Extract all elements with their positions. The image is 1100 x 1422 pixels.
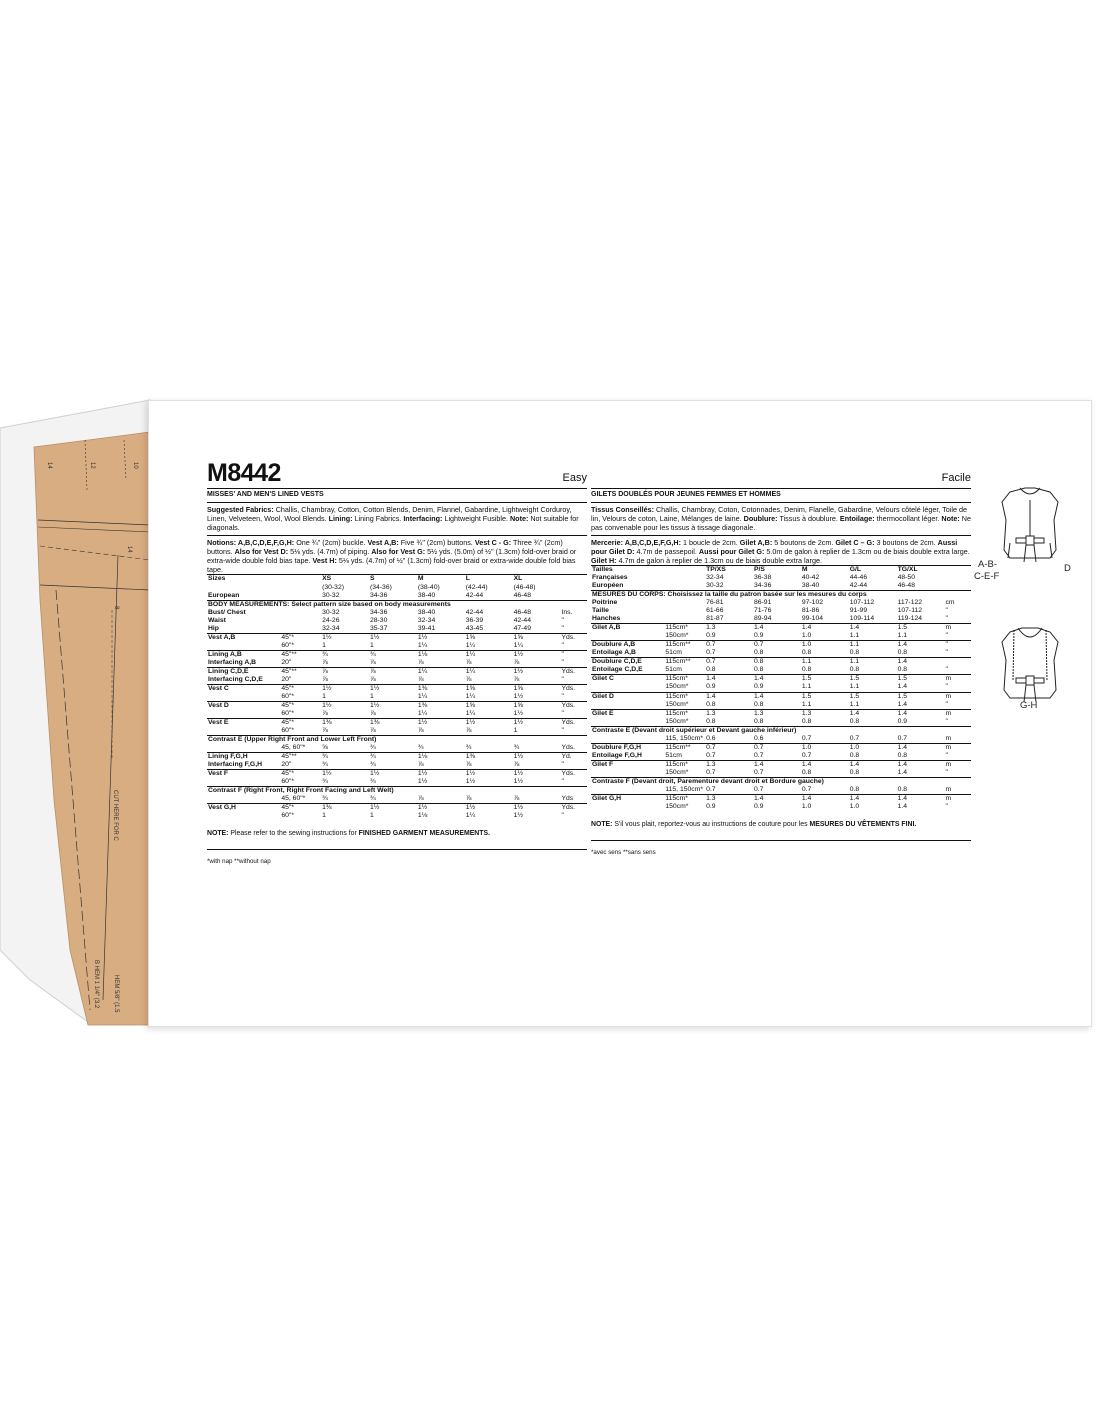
yardage-row: Doublure A,B 115cm** 0.7 0.7 1.0 1.1 1.4 " — [591, 641, 971, 650]
yardage-row: Vest D 45"* 1½ 1½ 1⅜ 1⅝ 1⅝ Yds. — [207, 701, 587, 710]
size-row: Tailles TP/XS P/S M G/L TG/XL — [591, 566, 971, 575]
view-label: D — [1064, 563, 1071, 574]
size-row: European 30-32 34-36 38-40 42-44 46-48 — [208, 591, 531, 599]
yardage-row: Gilet F 115cm* 1.3 1.4 1.4 1.4 1.4 m — [591, 760, 971, 769]
body-measure-row: Poitrine 76-81 86-91 97-102 107-112 117-122 cm — [592, 599, 955, 607]
tissue-hem-label: HEM 5/8" (1.5 — [113, 975, 119, 1013]
size-row: Sizes XS S M L XL — [207, 575, 587, 584]
yardage-table — [207, 574, 587, 819]
instruction-sheet — [148, 400, 1092, 1027]
tissue-number: 10 — [132, 462, 138, 469]
body-measure-row: Bust/ Chest 30-32 34-36 38-40 42-44 46-48 Ins. — [208, 608, 573, 616]
tissue-number: 8 — [113, 606, 119, 610]
tissue-hem-label: B HEM 1 1/4" (3.2 — [93, 960, 99, 1009]
yardage-row: Interfacing A,B 20" ⅞ ⅞ ⅞ ⅞ ⅞ " — [208, 658, 564, 666]
tissue-number: 12 — [89, 462, 95, 469]
notions-paragraph: Mercerie: A,B,C,D,E,F,G,H: 1 boucle de 2cm. Gilet A,B: 5 boutons de 2cm. Gilet C – G: 3 boutons de 2cm. Aussi pour Gilet D: 4.7m de passepoil. Aussi pour Gilet G: 5.0m de galon à replier de 1.3cm ou de biais double extra large. Gilet H: 4.7m de galon à replier de 1.3cm ou de biais double extra large. — [591, 537, 970, 566]
yardage-row: 115, 150cm* 0.7 0.7 0.7 0.8 0.8 m — [665, 785, 952, 793]
yardage-row: Gilet D 115cm* 1.4 1.4 1.5 1.5 1.5 m — [591, 692, 971, 701]
yardage-row: 150cm* 0.8 0.8 0.8 0.8 0.9 " — [665, 717, 948, 725]
tissue-cut-label: CUT HERE FOR C — [112, 790, 118, 841]
size-row: (30-32) (34-36) (38-40) (42-44) (46-48) — [322, 583, 536, 591]
view-label: G-H — [1020, 700, 1038, 711]
yardage-row: 150cm* 0.9 0.9 1.0 1.1 1.1 " — [665, 632, 948, 640]
view-label: A-B- — [978, 559, 997, 570]
body-measure-row: Hanches 81-87 89-94 99-104 109-114 119-124 " — [592, 615, 948, 623]
yardage-row: 150cm* 0.8 0.8 1.1 1.1 1.4 " — [665, 700, 948, 708]
yardage-row: Interfacing C,D,E 20" ⅞ ⅞ ⅞ ⅞ ⅞ " — [208, 675, 564, 683]
yardage-row: Doublure C,D,E 115cm** 0.7 0.8 1.1 1.1 1.4 — [591, 658, 971, 667]
body-title-row: BODY MEASUREMENTS: Select pattern size based on body measurements — [207, 600, 587, 609]
contrast-title-row: Contrast F (Right Front, Right Front Facing and Left Welt) — [207, 786, 587, 795]
body-measure-row: Hip 32-34 35-37 39-41 43-45 47-49 " — [208, 624, 564, 632]
section-title: GILETS DOUBLÉS POUR JEUNES FEMMES ET HOMMES — [591, 491, 781, 498]
french-column — [591, 459, 971, 856]
finished-note: NOTE: S'il vous plait, reportez-vous au instructions de couture pour les MESURES DU VÊTEMENTS FINI. — [591, 820, 917, 828]
yardage-row: Entoilage A,B 51cm 0.7 0.8 0.8 0.8 0.8 " — [592, 649, 948, 657]
contrast-title-row: Contrast E (Upper Right Front and Lower Left Front) — [207, 735, 587, 744]
yardage-row: Vest C 45"* 1½ 1½ 1⅜ 1⅝ 1⅝ Yds. — [207, 684, 587, 693]
yardage-row: 150cm* 0.7 0.7 0.8 0.8 1.4 " — [665, 768, 948, 776]
body-title-row: MESURES DU CORPS: Choisissez la taille du patron basée sur les mesures du corps — [591, 591, 971, 600]
vest-back-sketch-2 — [1002, 628, 1058, 702]
tissue-number: 14 — [46, 462, 52, 469]
view-label: C-E-F — [974, 571, 1000, 582]
yardage-row: Lining C,D,E 45"** ⅞ ⅞ 1¼ 1¼ 1½ Yds. — [207, 667, 587, 676]
fabrics-paragraph: Tissus Conseillés: Challis, Chambray, Coton, Cotonnades, Denim, Flanelle, Gabardine, Velours côtelé léger, Toile de lin, Velours de coton, Laine, Mélanges de laine. Doublure: Tissus à doublure. Entoilage: thermocollant léger. Note: Ne pas convenable pour les tissus à tissage diagonale. — [591, 504, 971, 533]
yardage-row: 60"* 1 1 1¼ 1¼ 1¼ " — [281, 641, 564, 649]
yardage-row: Vest G,H 45"* 1⅜ 1½ 1½ 1½ 1½ Yds. — [207, 803, 587, 812]
contrast-title-row: Contraste E (Devant droit supérieur et Devant gauche inférieur) — [591, 726, 971, 735]
yardage-row: Gilet C 115cm* 1.4 1.4 1.5 1.5 1.5 m — [591, 675, 971, 684]
size-row: Européen 30-32 34-36 38-40 42-44 46-48 — [592, 582, 915, 590]
body-measure-row: Waist 24-26 28-30 32-34 36-39 42-44 " — [208, 616, 564, 624]
yardage-row: Lining F,G,H 45"** ¾ ¾ 1⅛ 1⅜ 1½ Yd. — [207, 752, 587, 761]
size-row: Françaises 32-34 36-38 40-42 44-46 48-50 — [592, 574, 915, 582]
yardage-row: Gilet E 115cm* 1.3 1.3 1.3 1.4 1.4 m — [591, 709, 971, 718]
yardage-row: 60"* ⅞ ⅞ ⅞ ⅞ 1 " — [281, 726, 564, 734]
yardage-row: Vest F 45"* 1½ 1½ 1½ 1½ 1½ Yds. — [207, 769, 587, 778]
yardage-table — [591, 565, 971, 810]
notions-paragraph: Notions: A,B,C,D,E,F,G,H: One ¾" (2cm) buckle. Vest A,B: Five ¾" (2cm) buttons. Vest C - G: Three ¾" (2cm) buttons. Also for Vest D: 5⅛ yds. (4.7m) of piping. Also for Vest G: 5½ yds. (5.0m) of ½" (1.3cm) fold-over braid or extra-wide double fold bias tape. Vest H: 5⅛ yds. (4.7m) of ½" (1.3cm) fold-over braid or extra-wide double fold bias tape. — [207, 537, 577, 575]
footnote: *avec sens **sans sens — [591, 840, 971, 857]
yardage-row: 150cm* 0.9 0.9 1.0 1.0 1.4 " — [665, 802, 948, 810]
yardage-row: Entoilage C,D,E 51cm 0.8 0.8 0.8 0.8 0.8 " — [592, 666, 948, 674]
yardage-row: 60"* ⅞ ⅞ 1¼ 1¼ 1½ " — [281, 709, 564, 717]
yardage-row: 60"* 1 1 1⅛ 1¼ 1½ " — [281, 811, 564, 819]
difficulty-label: Facile — [941, 472, 971, 484]
tissue-number: 14 — [126, 546, 132, 553]
contrast-title-row: Contraste F (Devant droit, Parementure devant droit et Bordure gauche) — [591, 777, 971, 786]
yardage-row: Doublure F,G,H 115cm** 0.7 0.7 1.0 1.0 1.4 m — [591, 743, 971, 752]
footnote: *with nap **without nap — [207, 849, 587, 866]
section-title: MISSES' AND MEN'S LINED VESTS — [207, 491, 324, 498]
yardage-row: Gilet G,H 115cm* 1.3 1.4 1.4 1.4 1.4 m — [591, 794, 971, 803]
pattern-number: M8442 — [207, 459, 281, 487]
yardage-row: 45, 60"* ¾ ¾ ⅞ ⅞ ⅞ Yds — [281, 794, 574, 802]
yardage-row: 45, 60"* ⅝ ¾ ¾ ¾ ¾ Yds. — [281, 743, 576, 751]
yardage-row: Gilet A,B 115cm* 1.3 1.4 1.4 1.4 1.5 m — [591, 624, 971, 633]
difficulty-label: Easy — [562, 472, 587, 484]
yardage-row: Lining A,B 45"** ¾ ¾ 1⅛ 1¼ 1½ " — [207, 650, 587, 659]
yardage-row: 115, 150cm* 0.6 0.6 0.7 0.7 0.7 m — [665, 734, 952, 742]
yardage-row: 150cm* 0.9 0.9 1.1 1.1 1.4 " — [665, 683, 948, 691]
yardage-row: Vest E 45"* 1⅜ 1⅜ 1½ 1½ 1½ Yds. — [207, 718, 587, 727]
finished-note: NOTE: Please refer to the sewing instructions for FINISHED GARMENT MEASUREMENTS. — [207, 829, 490, 837]
fabrics-paragraph: Suggested Fabrics: Challis, Chambray, Cotton, Cotton Blends, Denim, Flannel, Gabardine, Lightweight Corduroy, Linen, Velveteen, Wool, Wool Blends. Lining: Lining Fabrics. Interfacing: Lightweight Fusible. Note: Not suitable for diagonals. — [207, 504, 579, 533]
yardage-row: Interfacing F,G,H 20" ¾ ¾ ⅞ ⅞ ⅞ " — [208, 760, 564, 768]
yardage-row: 60"* ¾ ¾ 1½ 1½ 1½ " — [281, 777, 564, 785]
yardage-row: 60"* 1 1 1¼ 1¼ 1½ " — [281, 692, 564, 700]
body-measure-row: Taille 61-66 71-76 81-86 91-99 107-112 " — [592, 607, 948, 615]
yardage-row: Entoilage F,G,H 51cm 0.7 0.7 0.7 0.8 0.8 " — [592, 751, 948, 759]
vest-back-sketch-1 — [1002, 488, 1058, 562]
english-column — [207, 459, 587, 866]
yardage-row: Vest A,B 45"* 1½ 1½ 1½ 1⅝ 1⅝ Yds. — [207, 633, 587, 642]
